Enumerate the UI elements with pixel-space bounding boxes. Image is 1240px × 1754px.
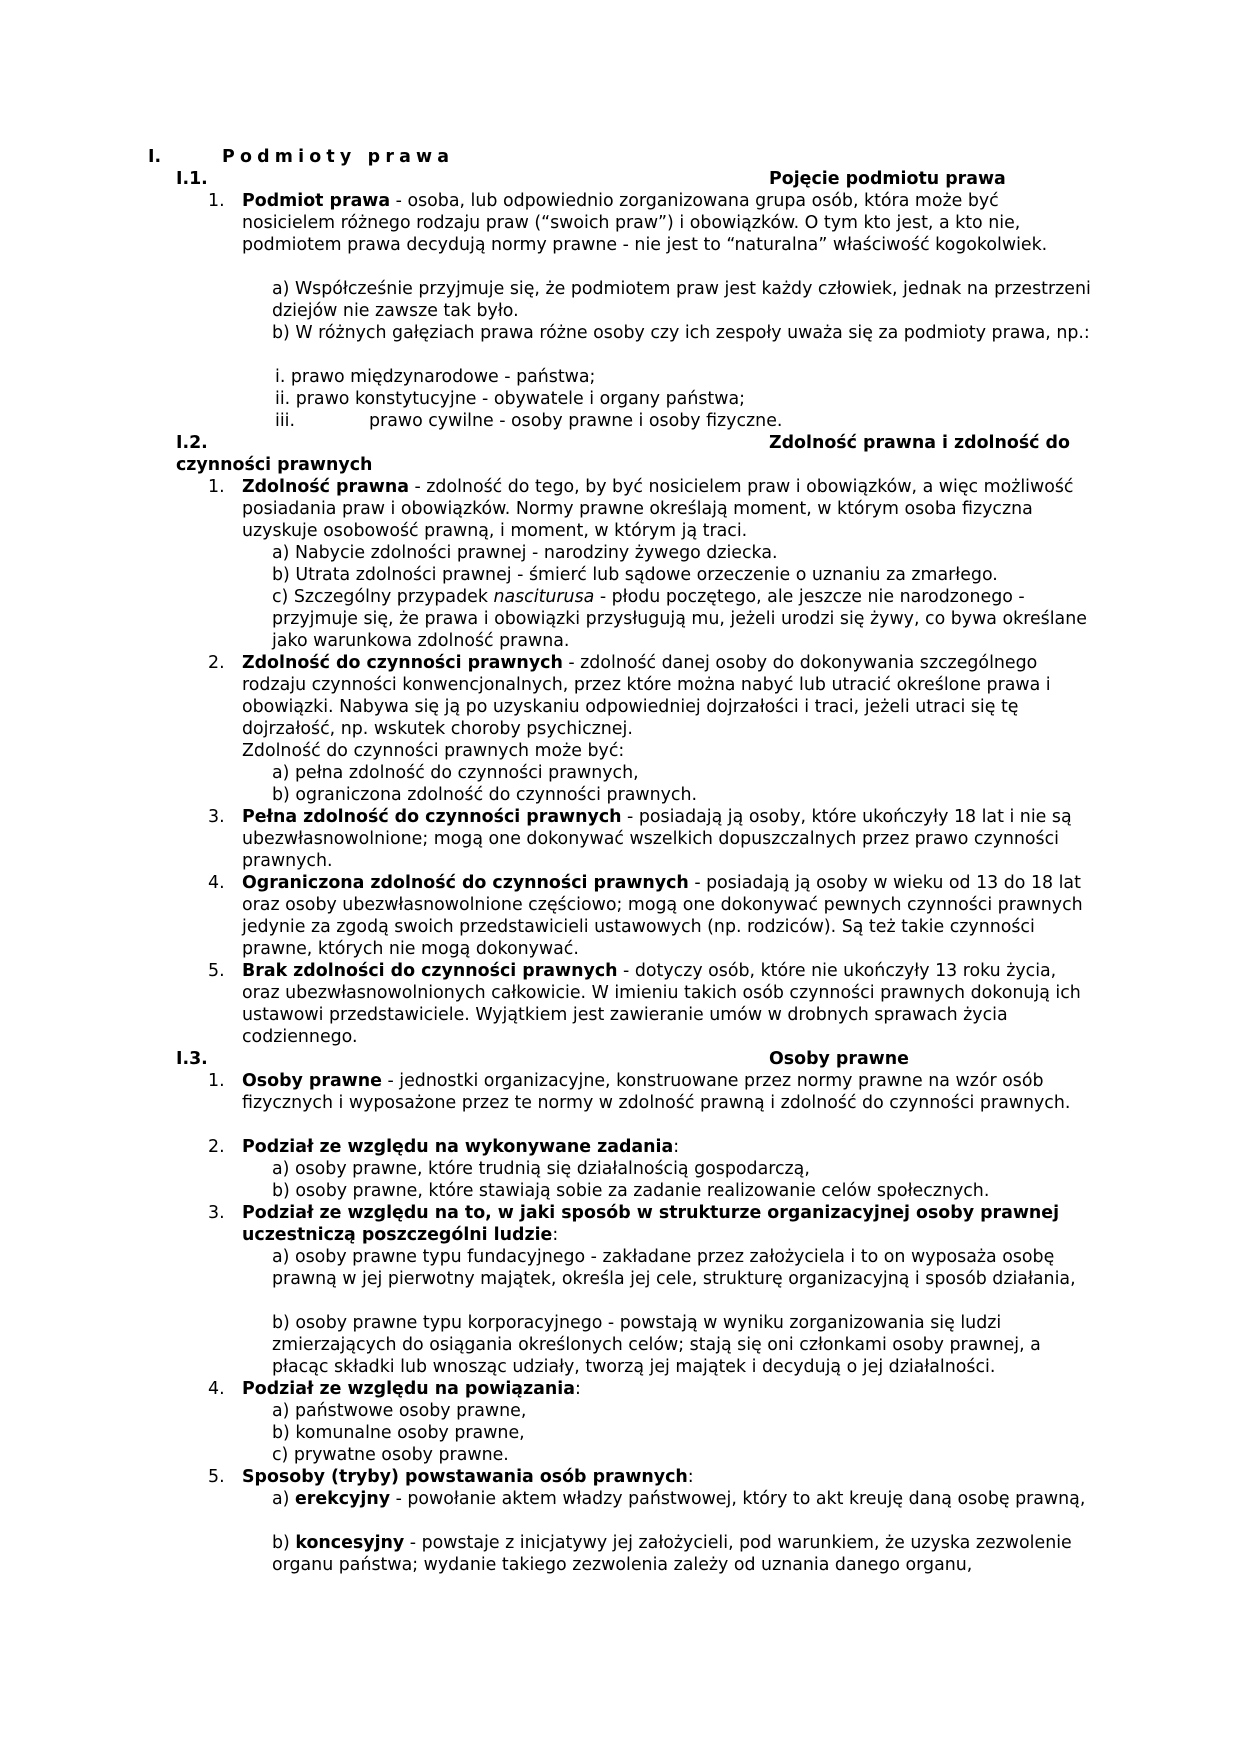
- section-number: I.1.: [176, 169, 208, 189]
- item-term: Podział ze względu na wykonywane zadania: [242, 1137, 674, 1157]
- item-colon: :: [687, 1467, 694, 1487]
- item-colon: :: [673, 1137, 680, 1157]
- item-term: Zdolność prawna: [242, 477, 409, 497]
- item-number: 5.: [208, 1467, 225, 1487]
- sub-item: a) Współcześnie przyjmuje się, że podmiotem praw jest każdy człowiek, jednak na przestrzeni dziejów nie zawsze tak było.: [272, 279, 1091, 321]
- paragraph: Zdolność do czynności prawnych może być:: [242, 741, 625, 761]
- list-item: [208, 191, 1092, 257]
- item-term: Ograniczona zdolność do czynności prawnych: [242, 873, 689, 893]
- sub-item: b) W różnych gałęziach prawa różne osoby czy ich zespoły uważa się za podmioty prawa, np.:: [272, 323, 1090, 343]
- sub-item-text: - płodu poczętego, ale jeszcze nie narodzonego - przyjmuje się, że prawa i obowiązki przysługują mu, jeżeli urodzi się żywy, co bywa określane jako warunkowa zdolność prawna.: [272, 587, 1087, 651]
- item-number: 1.: [208, 477, 225, 497]
- section-title: Zdolność prawna i zdolność do: [769, 433, 1070, 453]
- sub-item: b) komunalne osoby prawne,: [272, 1423, 525, 1443]
- sub-item: b) ograniczona zdolność do czynności prawnych.: [272, 785, 698, 805]
- roman-text: prawo cywilne - osoby prawne i osoby fizyczne.: [369, 411, 783, 431]
- list-item: [208, 807, 1092, 873]
- sub-item: b) Utrata zdolności prawnej - śmierć lub sądowe orzeczenie o uznaniu za zmarłego.: [272, 565, 998, 585]
- item-term: Brak zdolności do czynności prawnych: [242, 961, 618, 981]
- list-item: [208, 1379, 1092, 1401]
- sub-item: b) osoby prawne, które stawiają sobie za zadanie realizowanie celów społecznych.: [272, 1181, 990, 1201]
- section-title: Osoby prawne: [769, 1049, 909, 1069]
- item-colon: :: [552, 1224, 559, 1245]
- sub-item-term: erekcyjny: [294, 1489, 391, 1509]
- chapter-number: I.: [148, 147, 162, 167]
- sub-item-text: - powołanie aktem władzy państwowej, który to akt kreuję daną osobę prawną,: [390, 1489, 1086, 1509]
- item-term: Podział ze względu na to, w jaki sposób w strukturze organizacyjnej osoby prawnej uczestniczą poszczególni ludzie: [242, 1203, 1060, 1245]
- list-item: [208, 1071, 1092, 1115]
- item-text: - posiadają ją osoby w wieku od 13 do 18 lat oraz osoby ubezwłasnowolnione częściowo; mogą one dokonywać pewnych czynności prawnych jedynie za zgodą swoich przedstawicieli ustawowych (np. rodziców). Są też takie czynności prawne, których nie mogą dokonywać.: [242, 873, 1083, 959]
- list-item: [208, 1203, 1092, 1247]
- list-item: [208, 961, 1092, 1049]
- item-text: - dotyczy osób, które nie ukończyły 13 roku życia, oraz ubezwłasnowolnionych całkowicie. W imieniu takich osób czynności prawnych dokonują ich ustawowi przedstawiciele. Wyjątkiem jest zawieranie umów w drobnych sprawach życia codziennego.: [242, 961, 1081, 1047]
- list-item: [208, 653, 1092, 741]
- sub-item: a) pełna zdolność do czynności prawnych,: [272, 763, 639, 783]
- item-text: - jednostki organizacyjne, konstruowane przez normy prawne na wzór osób fizycznych i wyposażone przez te normy w zdolność prawną i zdolność do czynności prawnych.: [242, 1071, 1071, 1113]
- item-text: - osoba, lub odpowiednio zorganizowana grupa osób, która może być nosicielem różnego rodzaju praw (“swoich praw”) i obowiązków. O tym kto jest, a kto nie, podmiotem prawa decydują normy prawne - nie jest to “naturalna” właściwość kogokolwiek.: [242, 191, 1048, 255]
- list-item: [208, 477, 1092, 543]
- item-text: - zdolność danej osoby do dokonywania szczególnego rodzaju czynności konwencjonalnych, przez które można nabyć lub utracić określone prawa i obowiązki. Nabywa się ją po uzyskaniu odpowiedniej dojrzałości i traci, jeżeli utraci się tę dojrzałość, np. wskutek choroby psychicznej.: [242, 653, 1051, 739]
- sub-item: [272, 1489, 1092, 1511]
- section-number: I.2.: [176, 433, 208, 453]
- item-colon: :: [574, 1379, 581, 1399]
- sub-item: [272, 1533, 1092, 1577]
- section-title: Pojęcie podmiotu prawa: [769, 169, 1006, 189]
- item-term: Sposoby (tryby) powstawania osób prawnych: [242, 1467, 688, 1487]
- sub-item-term: koncesyjny: [295, 1533, 405, 1553]
- roman-item: ii. prawo konstytucyjne - obywatele i organy państwa;: [275, 389, 745, 409]
- sub-item: a) osoby prawne typu fundacyjnego - zakładane przez założyciela i to on wyposaża osobę prawną w jej pierwotny majątek, określa jej cele, strukturę organizacyjną i sposób działania,: [272, 1247, 1076, 1289]
- chapter-title: Podmioty prawa: [222, 147, 455, 167]
- sub-item-prefix: c) Szczególny przypadek: [272, 587, 494, 607]
- sub-item: b) osoby prawne typu korporacyjnego - powstają w wyniku zorganizowania się ludzi zmierzających do osiągania określonych celów; stają się oni członkami osoby prawnej, a płacąc składki lub wnosząc udziały, tworzą jej majątek i decydują o jej działalności.: [272, 1313, 1041, 1377]
- sub-item-italic: nasciturusa: [493, 587, 595, 607]
- item-number: 4.: [208, 1379, 225, 1399]
- section-title-continued: czynności prawnych: [176, 455, 373, 475]
- roman-number: iii.: [275, 411, 296, 431]
- roman-item: [275, 411, 1095, 433]
- item-number: 2.: [208, 1137, 225, 1157]
- sub-item: a) Nabycie zdolności prawnej - narodziny żywego dziecka.: [272, 543, 778, 563]
- item-number: 1.: [208, 191, 225, 211]
- sub-item: c) prywatne osoby prawne.: [272, 1445, 509, 1465]
- sub-item-prefix: b): [272, 1533, 296, 1553]
- item-term: Podział ze względu na powiązania: [242, 1379, 575, 1399]
- item-text: - zdolność do tego, by być nosicielem praw i obowiązków, a więc możliwość posiadania praw i obowiązków. Normy prawne określają moment, w którym osoba fizyczna uzyskuje osobowość prawną, i moment, w którym ją traci.: [242, 477, 1074, 541]
- sub-item: a) osoby prawne, które trudnią się działalnością gospodarczą,: [272, 1159, 810, 1179]
- item-text: - posiadają ją osoby, które ukończyły 18 lat i nie są ubezwłasnowolnione; mogą one dokonywać wszelkich dopuszczalnych przez prawo czynności prawnych.: [242, 807, 1072, 871]
- item-number: 1.: [208, 1071, 225, 1091]
- item-term: Osoby prawne: [242, 1071, 382, 1091]
- item-term: Pełna zdolność do czynności prawnych: [242, 807, 622, 827]
- item-number: 3.: [208, 1203, 225, 1223]
- sub-item-prefix: a): [272, 1489, 295, 1509]
- roman-item: i. prawo międzynarodowe - państwa;: [275, 367, 596, 387]
- list-item: [208, 873, 1092, 961]
- list-item: [208, 1467, 1092, 1489]
- item-number: 5.: [208, 961, 225, 981]
- item-number: 4.: [208, 873, 225, 893]
- item-number: 2.: [208, 653, 225, 673]
- sub-item: a) państwowe osoby prawne,: [272, 1401, 527, 1421]
- list-item: [208, 1137, 1092, 1159]
- item-term: Zdolność do czynności prawnych: [242, 653, 563, 673]
- sub-item-text: - powstaje z inicjatywy jej założycieli, pod warunkiem, że uzyska zezwolenie organu państwa; wydanie takiego zezwolenia zależy od uznania danego organu,: [272, 1533, 1072, 1575]
- item-number: 3.: [208, 807, 225, 827]
- section-number: I.3.: [176, 1049, 208, 1069]
- sub-item: [272, 587, 1092, 653]
- item-term: Podmiot prawa: [242, 191, 391, 211]
